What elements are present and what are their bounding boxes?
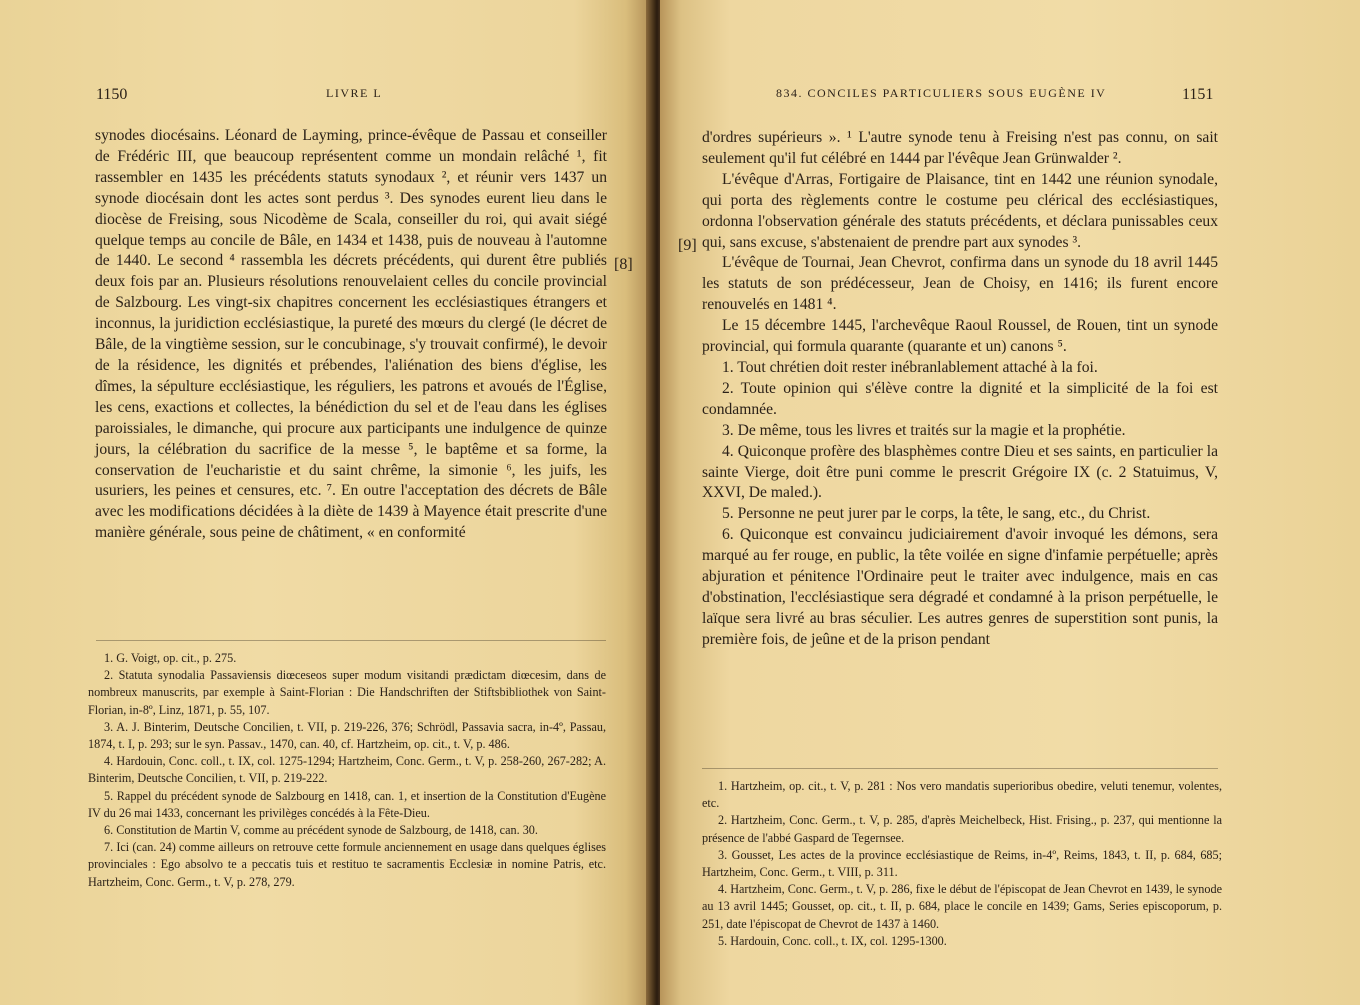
footnote-rule (96, 640, 606, 641)
footnotes (702, 778, 1222, 950)
footnote: 3. A. J. Binterim, Deutsche Concilien, t. VII, p. 219-226, 376; Schrödl, Passavia sacra, in-4º, Passau, 1874, t. I, p. 293; sur le syn. Passav., 1470, can. 40, cf. Hartzheim, op. cit., t. V, p. 486. (88, 719, 606, 752)
footnote: 2. Statuta synodalia Passaviensis diœceseos super modum visitandi prædictam diœcesim, dans de nombreux manuscrits, par exemple à Saint-Florian : Die Handschriften der Stiftsbibliothek von Saint-Florian, in-8º, Linz, 1871, p. 55, 107. (88, 668, 606, 717)
main-text (95, 126, 607, 544)
paragraph: L'évêque d'Arras, Fortigaire de Plaisance, tint en 1442 une réunion synodale, qui porta des règlements contre le costume peu clérical des ecclésiastiques, ordonna l'observation générale des statuts précédents, et déclara punissables ceux qui, sans excuse, s'abstenaient de prendre part aux synodes ³. (702, 170, 1218, 251)
canon-item: 4. Quiconque profère des blasphèmes contre Dieu et ses saints, en particulier la sainte Vierge, doit être puni comme le prescrit Grégoire IX (c. 2 Statuimus, V, XXVI, De maled.). (702, 442, 1218, 502)
footnote: 4. Hartzheim, Conc. Germ., t. V, p. 286, fixe le début de l'épiscopat de Jean Chevrot en 1439, le synode au 13 avril 1445; Gousset, op. cit., t. II, p. 684, place le concile en 1439; Gams, Series episcoporum, p. 251, date l'épiscopat de Chevrot de 1437 à 1460. (702, 882, 1222, 931)
paragraph: Le 15 décembre 1445, l'archevêque Raoul Roussel, de Rouen, tint un synode provincial, qui formula quarante (quarante et un) canons ⁵. (702, 317, 1218, 356)
paragraph: L'évêque de Tournai, Jean Chevrot, confirma dans un synode du 18 avril 1445 les statuts de son prédécesseur, Jean de Choisy, en 1416; ils furent encore renouvelés en 1481 ⁴. (702, 254, 1218, 314)
running-head: LIVRE L (326, 86, 383, 100)
canon-item: 5. Personne ne peut jurer par le corps, la tête, le sang, etc., du Christ. (722, 505, 1151, 523)
page-number: 1151 (1182, 86, 1214, 103)
footnotes (88, 650, 606, 891)
footnote-rule (702, 768, 1218, 769)
left-page (0, 0, 652, 1005)
footnote: 2. Hartzheim, Conc. Germ., t. V, p. 285, d'après Meichelbeck, Hist. Frising., p. 237, qui mentionne la présence de l'abbé Gaspard de Tegernsee. (702, 813, 1222, 845)
paragraph: synodes diocésains. Léonard de Layming, prince-évêque de Passau et conseiller de Frédéric III, que beaucoup représentent comme un mondain relâché ¹, fit rassembler en 1435 les précédents statuts synodaux ², et réunir vers 1437 un synode diocésain dont les actes sont perdus ³. Des synodes eurent lieu dans le diocèse de Freising, sous Nicodème de Scala, conseiller du roi, qui avait siégé quelque temps au concile de Bâle, en 1434 et 1438, puis de nouveau à l'automne de 1440. Le second ⁴ rassembla les décrets précédents, qui durent être publiés deux fois par an. Plusieurs résolutions renouvelaient celles du concile provincial de Salzbourg. Les vingt-six chapitres concernent les ecclésiastiques étrangers et inconnus, la juridiction ecclésiastique, la pureté des mœurs du clergé (le décret de Bâle, de la vingtième session, sur le concubinage, s'y trouvait confirmé), le devoir de la résidence, les dignités et prébendes, l'aliénation des biens d'église, les dîmes, la sépulture ecclésiastique, les réguliers, les patrons et avoués de l'Église, les cens, exactions et collectes, la bénédiction du sel et de l'eau dans les églises paroissiales, le dimanche, qui procure aux participants une indulgence de quinze jours, la célébration du sacrifice de la messe ⁵, le baptême et sa forme, la conservation de l'eucharistie et du saint chrême, la simonie ⁶, les juifs, les usuriers, les peines et censures, etc. ⁷. En outre l'acceptation des décrets de Bâle avec les modifications décidées à la diète de 1439 à Mayence était prescrite d'une manière générale, sous peine de châtiment, « en conformité (95, 127, 607, 542)
page-number: 1150 (96, 86, 128, 103)
running-head: 834. CONCILES PARTICULIERS SOUS EUGÈNE IV (776, 86, 1107, 100)
footnote: 5. Rappel du précédent synode de Salzbourg en 1418, can. 1, et insertion de la Constitution d'Eugène IV du 26 mai 1433, concernant les privilèges concédés à la Fête-Dieu. (88, 788, 606, 820)
right-page (660, 0, 1360, 1005)
paragraph: d'ordres supérieurs ». ¹ L'autre synode tenu à Freising n'est pas connu, on sait seulement qu'il fut célébré en 1444 par l'évêque Jean Grünwalder ². (702, 129, 1218, 167)
margin-marker: [9] (678, 237, 697, 254)
footnote: 5. Hardouin, Conc. coll., t. IX, col. 1295-1300. (718, 933, 947, 948)
footnote: 6. Constitution de Martin V, comme au précédent synode de Salzbourg, de 1418, can. 30. (104, 823, 538, 838)
footnote: 4. Hardouin, Conc. coll., t. IX, col. 1275-1294; Hartzheim, Conc. Germ., t. V, p. 258-260, 267-282; A. Binterim, Deutsche Concilien, t. VII, p. 219-222. (88, 754, 606, 786)
canon-item: 6. Quiconque est convaincu judiciairement d'avoir invoqué les démons, sera marqué au fer rouge, en public, la tête voilée en signe d'infamie perpétuelle; après abjuration et pénitence l'Ordinaire peut le traiter avec indulgence, mais en cas d'obstination, l'ecclésiastique sera dégradé et condamné à la prison perpétuelle, le laïque sera livré au bras séculier. Les autres genres de superstition sont punis, la première fois, de jeûne et de la prison pendant (702, 526, 1218, 648)
footnote: 1. G. Voigt, op. cit., p. 275. (104, 651, 237, 665)
canon-item: 2. Toute opinion qui s'élève contre la dignité et la simplicité de la foi est condamnée. (702, 379, 1218, 418)
main-text (702, 128, 1218, 651)
footnote: 3. Gousset, Les actes de la province ecclésiastique de Reims, in-4º, Reims, 1843, t. II, p. 684, 685; Hartzheim, Conc. Germ., t. VIII, p. 311. (702, 847, 1222, 880)
canon-item: 1. Tout chrétien doit rester inébranlablement attaché à la foi. (722, 358, 1098, 376)
canon-item: 3. De même, tous les livres et traités sur la magie et la prophétie. (722, 421, 1126, 439)
footnote: 7. Ici (can. 24) comme ailleurs on retrouve cette formule anciennement en usage dans quelques églises provinciales : Ego absolvo te a peccatis tuis et restituo te sacramentis Ecclesiæ in nomine Patris, etc. Hartzheim, Conc. Germ., t. V, p. 278, 279. (88, 840, 606, 889)
footnote: 1. Hartzheim, op. cit., t. V, p. 281 : Nos vero mandatis superioribus obedire, veluti tenemur, volentes, etc. (702, 779, 1222, 811)
margin-marker: [8] (614, 256, 633, 273)
